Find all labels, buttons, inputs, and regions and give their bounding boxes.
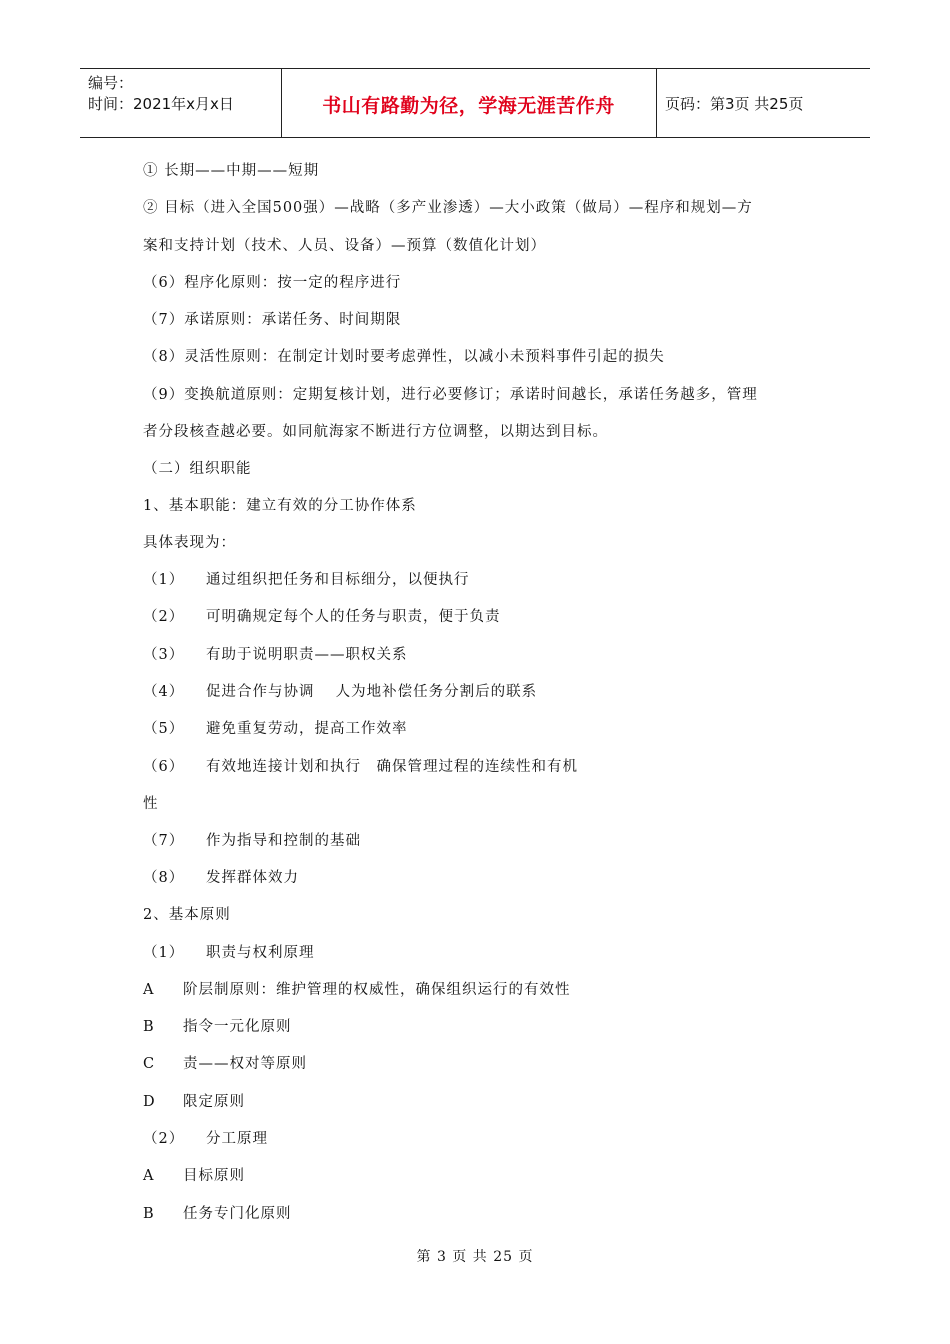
list-item-text: 通过组织把任务和目标细分，以便执行 [206,572,470,588]
list-item-letter: B [143,1206,155,1222]
page-header [80,68,870,138]
text-line: （6）程序化原则：按一定的程序进行 [143,275,402,291]
header-page-info: 页码：第3页 共25页 [665,95,804,113]
list-item-letter: B [143,1019,155,1035]
text-line: ① 长期——中期——短期 [143,163,320,179]
list-item-text: 有助于说明职责——职权关系 [206,647,408,663]
list-item-number: （8） [143,870,185,886]
section-heading: （二）组织职能 [143,461,252,477]
header-motto: 书山有路勤为径，学海无涯苦作舟 [322,95,615,117]
list-item [143,645,408,665]
text-line: 案和支持计划（技术、人员、设备）—预算（数值化计划） [143,238,546,254]
list-item-letter: C [143,1056,156,1072]
list-item-number: （2） [143,609,185,625]
page-footer: 第 3 页 共 25 页 [416,1249,534,1265]
list-item-number: （4） [143,684,185,700]
list-item [143,607,501,627]
text-line: 性 [143,796,159,812]
serial-label: 编号： [88,74,134,92]
list-item-text: 促进合作与协调 人为地补偿任务分割后的联系 [206,684,538,700]
list-item-text: 作为指导和控制的基础 [206,833,361,849]
list-item [143,868,299,888]
list-item-text: 阶层制原则：维护管理的权威性，确保组织运行的有效性 [183,982,571,998]
list-item-text: 可明确规定每个人的任务与职责，便于负责 [206,609,501,625]
list-item [143,1017,292,1037]
list-item-text: 避免重复劳动，提高工作效率 [206,721,408,737]
list-item-letter: A [143,1168,155,1184]
list-item-text: 目标原则 [183,1168,245,1184]
header-meta [88,73,234,115]
list-item [143,1204,292,1224]
list-item-text: 有效地连接计划和执行 确保管理过程的连续性和有机 [206,759,578,775]
text-line: （7）承诺原则：承诺任务、时间期限 [143,312,402,328]
list-item [143,1054,307,1074]
list-item-text: 指令一元化原则 [183,1019,292,1035]
list-item [143,682,537,702]
list-item-letter: D [143,1094,156,1110]
list-item [143,1166,245,1186]
list-item-text: 任务专门化原则 [183,1206,292,1222]
list-item-text: 分工原理 [206,1131,268,1147]
text-line: （8）灵活性原则：在制定计划时要考虑弹性，以减小未预料事件引起的损失 [143,349,665,365]
text-line: （9）变换航道原则：定期复核计划，进行必要修订；承诺时间越长，承诺任务越多，管理 [143,387,758,403]
list-item-text: 责——权对等原则 [183,1056,307,1072]
text-line: 具体表现为： [143,535,236,551]
text-line: 者分段核查越必要。如同航海家不断进行方位调整，以期达到目标。 [143,424,608,440]
list-item [143,943,315,963]
list-item-letter: A [143,982,155,998]
list-item [143,1092,245,1112]
list-item-number: （6） [143,759,185,775]
list-item [143,719,408,739]
list-item-number: （7） [143,833,185,849]
list-item [143,570,470,590]
time-label: 时间：2021年x月x日 [88,95,234,113]
list-item-text: 发挥群体效力 [206,870,299,886]
list-item-number: （3） [143,647,185,663]
list-item-number: （5） [143,721,185,737]
text-line: ② 目标（进入全国500强）—战略（多产业渗透）—大小政策（做局）—程序和规划—方 [143,200,753,216]
list-item [143,980,571,1000]
list-item-number: （2） [143,1131,185,1147]
header-divider [656,69,657,137]
list-item-number: （1） [143,945,185,961]
section-heading: 2、基本原则 [143,907,231,923]
list-item [143,757,578,777]
list-item-number: （1） [143,572,185,588]
list-item-text: 职责与权利原理 [206,945,315,961]
list-item [143,831,361,851]
list-item [143,1129,268,1149]
list-item-text: 限定原则 [183,1094,245,1110]
text-line: 1、基本职能：建立有效的分工协作体系 [143,498,417,514]
